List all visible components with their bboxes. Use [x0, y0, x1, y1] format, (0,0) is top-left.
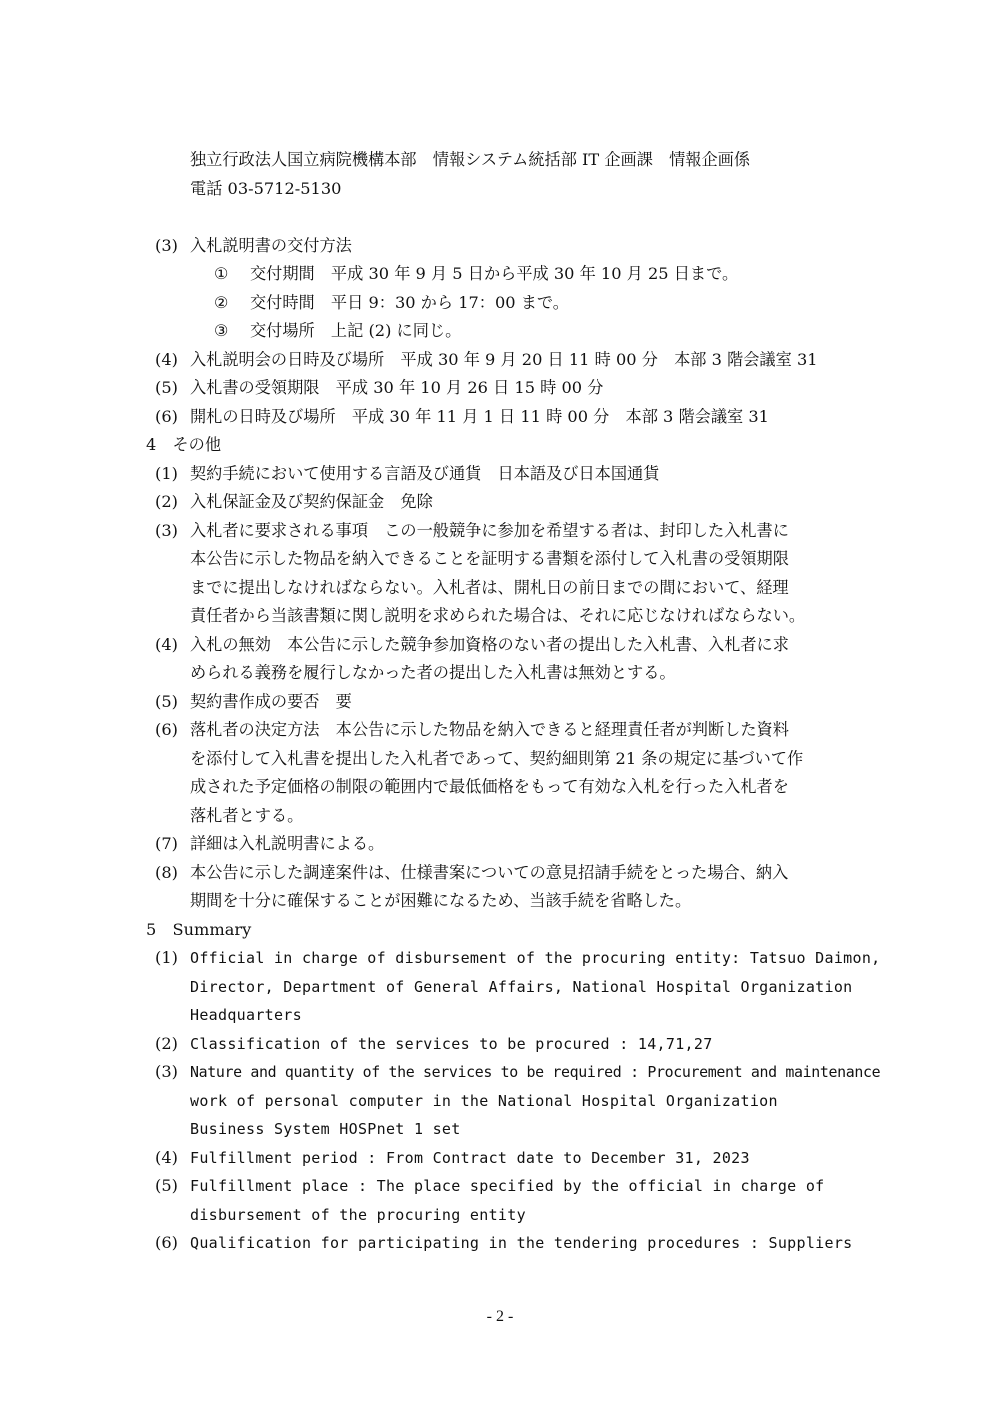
s4-item6-line1: 落札者の決定方法 本公告に示した物品を納入できると経理責任者が判断した資料 — [190, 720, 789, 739]
s3-item3-sub1-number: ① — [214, 264, 229, 283]
section5-heading: 5 Summary — [146, 920, 252, 939]
s4-item4-line1: 入札の無効 本公告に示した競争参加資格のない者の提出した入札書、入札者に求 — [190, 635, 789, 654]
s5-item6-line1: Qualification for participating in the tendering procedures : Suppliers — [190, 1234, 853, 1252]
s4-item6-line4: 落札者とする。 — [190, 806, 304, 825]
s4-item5-number: (5) — [155, 692, 178, 711]
s4-item3-line3: までに提出しなければならない。入札者は、開札日の前日までの間において、経理 — [190, 578, 789, 597]
s5-item2-line1: Classification of the services to be procured : 14,71,27 — [190, 1035, 713, 1053]
s3-item3-number: (3) — [155, 236, 178, 255]
s3-item3-sub3-text: 交付場所 上記 (2) に同じ。 — [250, 321, 462, 340]
s4-item5-line1: 契約書作成の要否 要 — [190, 692, 352, 711]
s3-item5-text: 入札書の受領期限 平成 30 年 10 月 26 日 15 時 00 分 — [190, 378, 604, 397]
s4-item3-line4: 責任者から当該書類に関し説明を求められた場合は、それに応じなければならない。 — [190, 606, 806, 625]
s4-item1-line1: 契約手続において使用する言語及び通貨 日本語及び日本国通貨 — [190, 464, 660, 483]
s4-item6-line2: を添付して入札書を提出した入札者であって、契約細則第 21 条の規定に基づいて作 — [190, 749, 804, 768]
s4-item7-number: (7) — [155, 834, 178, 853]
s4-item2-line1: 入札保証金及び契約保証金 免除 — [190, 492, 433, 511]
contact-phone-line: 電話 03-5712-5130 — [190, 179, 342, 198]
s3-item3-title: 入札説明書の交付方法 — [190, 236, 352, 255]
s5-item1-line1: Official in charge of disbursement of the procuring entity: Tatsuo Daimon, — [190, 949, 881, 967]
section4-heading: 4 その他 — [146, 435, 222, 454]
s4-item1-number: (1) — [155, 464, 178, 483]
s3-item3-sub3-number: ③ — [214, 321, 229, 340]
s3-item3-sub2-text: 交付時間 平日 9：30 から 17：00 まで。 — [250, 293, 569, 312]
s4-item7-line1: 詳細は入札説明書による。 — [190, 834, 385, 853]
s4-item3-number: (3) — [155, 521, 178, 540]
s4-item3-line1: 入札者に要求される事項 この一般競争に参加を希望する者は、封印した入札書に — [190, 521, 789, 540]
s4-item3-line2: 本公告に示した物品を納入できることを証明する書類を添付して入札書の受領期限 — [190, 549, 789, 568]
s5-item3-line1: Nature and quantity of the services to be required : Procurement and maintenance — [190, 1063, 881, 1081]
s3-item4-text: 入札説明会の日時及び場所 平成 30 年 9 月 20 日 11 時 00 分 本部 3 階会議室 31 — [190, 350, 818, 369]
s5-item4-line1: Fulfillment period : From Contract date to December 31, 2023 — [190, 1149, 750, 1167]
s5-item3-line3: Business System HOSPnet 1 set — [190, 1120, 461, 1138]
s5-item5-line2: disbursement of the procuring entity — [190, 1206, 526, 1224]
s5-item1-number: (1) — [155, 948, 178, 967]
s4-item4-number: (4) — [155, 635, 178, 654]
s4-item4-line2: められる義務を履行しなかった者の提出した入札書は無効とする。 — [190, 663, 676, 682]
s3-item3-sub1-text: 交付期間 平成 30 年 9 月 5 日から平成 30 年 10 月 25 日まで。 — [250, 264, 739, 283]
s3-item5-number: (5) — [155, 378, 178, 397]
s5-item5-line1: Fulfillment place : The place specified by the official in charge of — [190, 1177, 825, 1195]
s5-item2-number: (2) — [155, 1034, 178, 1053]
s4-item6-line3: 成された予定価格の制限の範囲内で最低価格をもって有効な入札を行った入札者を — [190, 777, 789, 796]
page-number: - 2 - — [486, 1308, 514, 1325]
s5-item5-number: (5) — [155, 1176, 178, 1195]
s4-item8-line2: 期間を十分に確保することが困難になるため、当該手続を省略した。 — [190, 891, 692, 910]
s4-item8-number: (8) — [155, 863, 178, 882]
s4-item8-line1: 本公告に示した調達案件は、仕様書案についての意見招請手続をとった場合、納入 — [190, 863, 789, 882]
s5-item3-number: (3) — [155, 1062, 178, 1081]
s5-item1-line2: Director, Department of General Affairs, National Hospital Organization — [190, 978, 853, 996]
s5-item6-number: (6) — [155, 1233, 178, 1252]
s3-item3-sub2-number: ② — [214, 293, 229, 312]
s4-item2-number: (2) — [155, 492, 178, 511]
s3-item6-text: 開札の日時及び場所 平成 30 年 11 月 1 日 11 時 00 分 本部 3 階会議室 31 — [190, 407, 769, 426]
s3-item4-number: (4) — [155, 350, 178, 369]
s4-item6-number: (6) — [155, 720, 178, 739]
s5-item3-line2: work of personal computer in the National Hospital Organization — [190, 1092, 778, 1110]
s5-item4-number: (4) — [155, 1148, 178, 1167]
s3-item6-number: (6) — [155, 407, 178, 426]
s5-item1-line3: Headquarters — [190, 1006, 302, 1024]
contact-org-line: 独立行政法人国立病院機構本部 情報システム統括部 IT 企画課 情報企画係 — [190, 150, 751, 169]
